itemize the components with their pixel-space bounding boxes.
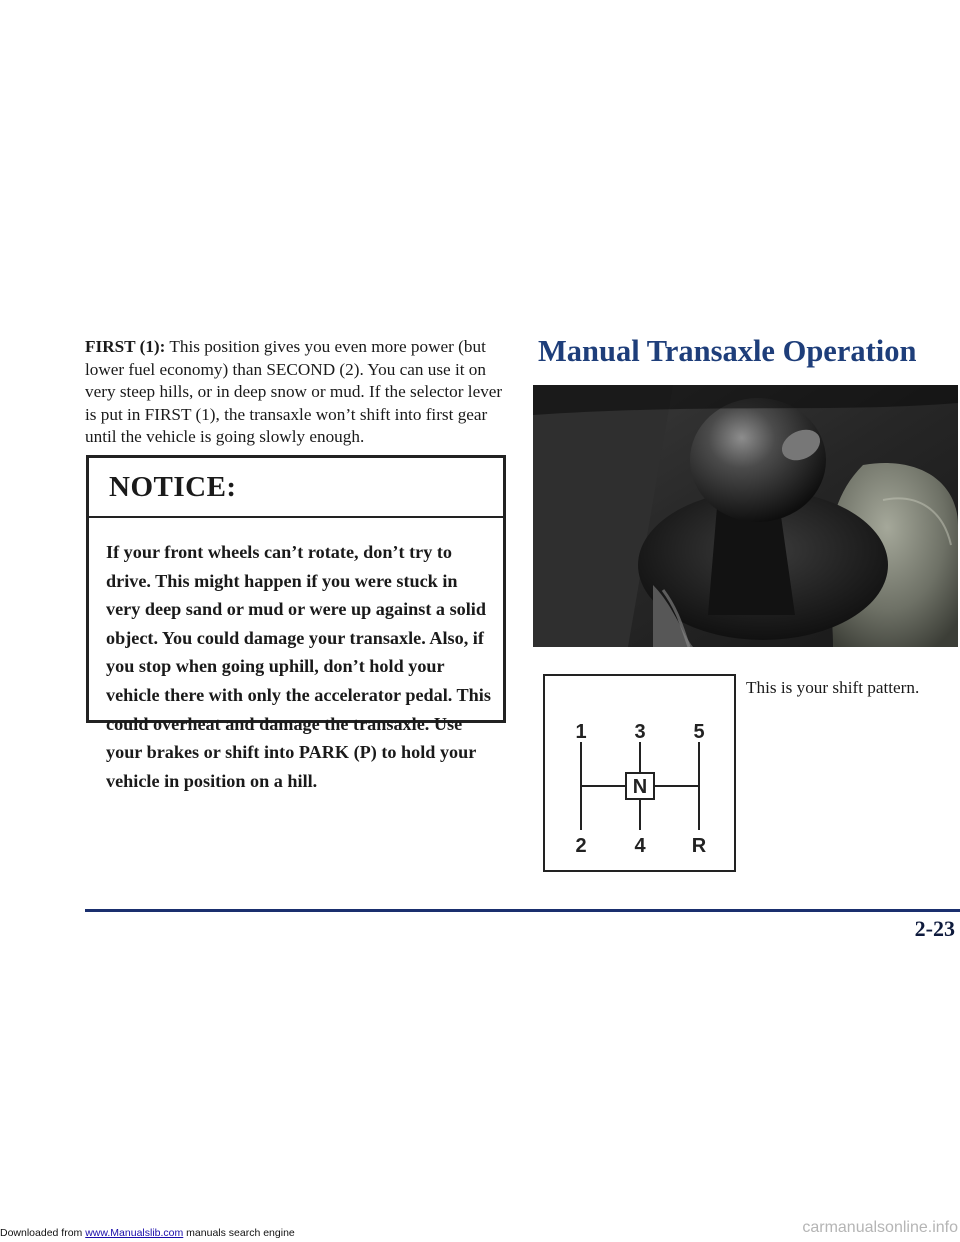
- watermark-text: carmanualsonline.info: [802, 1219, 958, 1236]
- gear-shift-photo: [533, 385, 958, 647]
- page-number: 2-23: [914, 916, 955, 941]
- page-divider: [85, 909, 960, 912]
- gear-1-label: 1: [575, 721, 587, 743]
- shift-pattern-graphic: [545, 676, 734, 870]
- footer-prefix: Downloaded from: [0, 1227, 86, 1239]
- section-title: Manual Transaxle Operation: [538, 334, 917, 368]
- gear-4-label: 4: [634, 835, 646, 857]
- footer-suffix: manuals search engine: [183, 1227, 295, 1239]
- gear-5-label: 5: [693, 721, 705, 743]
- gear-reverse-label: R: [691, 835, 707, 857]
- first-gear-label: FIRST (1):: [85, 337, 166, 356]
- shift-pattern-caption: This is your shift pattern.: [746, 678, 920, 697]
- first-gear-text: This position gives you even more power (but lower fuel economy) than SECOND (2). You can use it on very steep hills, or in deep snow or mud. If the selector lever is put in FIRST (1), the transaxle won’t shift into first gear until the vehicle is going slowly enough.: [85, 337, 503, 447]
- manualslib-link[interactable]: www.Manualslib.com: [85, 1227, 184, 1239]
- gear-2-label: 2: [575, 835, 587, 857]
- gear-3-label: 3: [634, 721, 646, 743]
- download-footer: [0, 1227, 295, 1239]
- shift-pattern-diagram: [543, 674, 736, 872]
- notice-heading: NOTICE:: [89, 458, 503, 518]
- gear-shift-photo-illustration: [533, 385, 958, 647]
- neutral-label: N: [632, 776, 648, 798]
- first-gear-paragraph: [85, 336, 515, 449]
- notice-box: [86, 455, 506, 791]
- notice-body: If your front wheels can’t rotate, don’t try to drive. This might happen if you were stuck in very deep sand or mud or were up against a solid object. You could damage your transaxle. Also, if you stop when going uphill, don’t hold your vehicle there with only the accelerator pedal. This could overheat and damage the transaxle. Use your brakes or shift into PARK (P) to hold your vehicle in position on a hill.: [106, 542, 491, 791]
